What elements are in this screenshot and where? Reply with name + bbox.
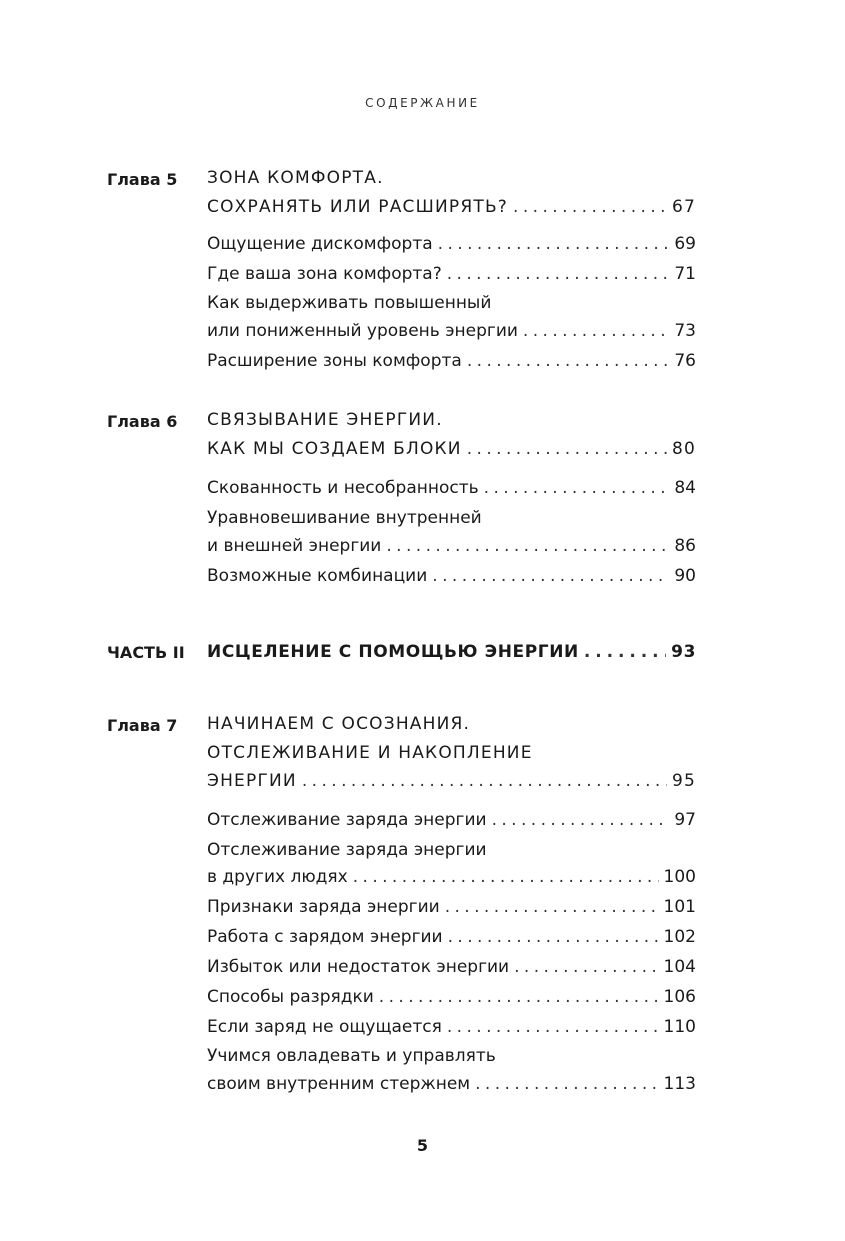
leader-dots — [467, 349, 670, 373]
toc-entry-line1[interactable] — [207, 836, 696, 862]
chapter-title-text: ЗОНА КОМФОРТА. — [207, 168, 384, 188]
running-head: СОДЕРЖАНИЕ — [365, 96, 480, 110]
entry-text: Признаки заряда энергии — [207, 897, 440, 917]
leader-dots — [492, 808, 670, 832]
toc-entry[interactable] — [207, 474, 696, 500]
entry-text: Где ваша зона комфорта? — [207, 264, 442, 284]
toc-entry[interactable] — [207, 893, 696, 919]
page-number: 106 — [663, 987, 696, 1007]
page-number: 73 — [674, 321, 696, 341]
toc-entry[interactable] — [207, 806, 696, 832]
part-title-text: ИСЦЕЛЕНИЕ С ПОМОЩЬЮ ЭНЕРГИИ — [207, 642, 579, 662]
page-number: 104 — [663, 957, 696, 977]
leader-dots — [445, 895, 659, 919]
toc-entry[interactable] — [207, 1070, 696, 1096]
toc-entry[interactable] — [207, 347, 696, 373]
entry-text: или пониженный уровень энергии — [207, 321, 518, 341]
toc-entry-line1[interactable] — [207, 504, 696, 530]
page-number: 95 — [671, 771, 696, 791]
chapter-title-text: СОХРАНЯТЬ ИЛИ РАСШИРЯТЬ? — [207, 197, 509, 217]
part-2-title[interactable] — [207, 638, 696, 664]
entry-text: Учимся овладевать и управлять — [207, 1046, 496, 1066]
entry-text: Отслеживание заряда энергии — [207, 810, 487, 830]
leader-dots — [448, 925, 659, 949]
chapter-7-title-line3[interactable] — [207, 767, 696, 793]
toc-entry[interactable] — [207, 953, 696, 979]
page-folio: 5 — [416, 1136, 429, 1155]
chapter-7-label: Глава 7 — [107, 716, 178, 735]
page-number: 84 — [674, 478, 696, 498]
entry-text: Как выдерживать повышенный — [207, 293, 492, 313]
entry-text: Ощущение дискомфорта — [207, 234, 433, 254]
page-number: 102 — [663, 927, 696, 947]
chapter-title-text: НАЧИНАЕМ С ОСОЗНАНИЯ. — [207, 714, 471, 734]
entry-text: Отслеживание заряда энергии — [207, 840, 487, 860]
chapter-title-text: ЭНЕРГИИ — [207, 771, 297, 791]
page-number: 101 — [663, 897, 696, 917]
part-2-label: ЧАСТЬ II — [107, 643, 185, 662]
leader-dots — [447, 262, 670, 286]
leader-dots — [584, 640, 666, 664]
entry-text: в других людях — [207, 867, 348, 887]
leader-dots — [475, 1072, 658, 1096]
page-number: 76 — [674, 351, 696, 371]
entry-text: Избыток или недостаток энергии — [207, 957, 510, 977]
leader-dots — [514, 955, 658, 979]
page-number: 67 — [671, 197, 696, 217]
leader-dots — [438, 232, 670, 256]
entry-text: Скованность и несобранность — [207, 478, 479, 498]
entry-text: Способы разрядки — [207, 987, 374, 1007]
chapter-5-title-line1[interactable] — [207, 164, 696, 190]
chapter-7-title-line2[interactable] — [207, 739, 696, 765]
leader-dots — [353, 865, 659, 889]
leader-dots — [379, 985, 659, 1009]
page-number: 90 — [674, 566, 696, 586]
toc-entry[interactable] — [207, 260, 696, 286]
entry-text: Работа с зарядом энергии — [207, 927, 443, 947]
toc-entry[interactable] — [207, 1013, 696, 1039]
page-number: 80 — [671, 439, 696, 459]
page-number: 93 — [671, 642, 696, 662]
chapter-6-label: Глава 6 — [107, 412, 178, 431]
toc-entry[interactable] — [207, 983, 696, 1009]
toc-entry[interactable] — [207, 562, 696, 588]
page-number: 100 — [663, 867, 696, 887]
toc-entry-line1[interactable] — [207, 289, 696, 315]
page-number: 97 — [674, 810, 696, 830]
leader-dots — [523, 319, 669, 343]
toc-entry[interactable] — [207, 923, 696, 949]
chapter-7-title-line1[interactable] — [207, 710, 696, 736]
leader-dots — [432, 564, 669, 588]
toc-entry[interactable] — [207, 317, 696, 343]
chapter-title-text: КАК МЫ СОЗДАЕМ БЛОКИ — [207, 439, 462, 459]
entry-text: Уравновешивание внутренней — [207, 508, 482, 528]
chapter-5-title-line2[interactable] — [207, 193, 696, 219]
chapter-title-text: ОТСЛЕЖИВАНИЕ И НАКОПЛЕНИЕ — [207, 743, 533, 763]
entry-text: своим внутренним стержнем — [207, 1074, 471, 1094]
chapter-5-label: Глава 5 — [107, 170, 178, 189]
toc-entry[interactable] — [207, 230, 696, 256]
toc-entry-line1[interactable] — [207, 1042, 696, 1068]
page-number: 86 — [674, 536, 696, 556]
page-number: 113 — [663, 1074, 696, 1094]
leader-dots — [467, 437, 667, 461]
leader-dots — [386, 534, 669, 558]
toc-entry[interactable] — [207, 532, 696, 558]
entry-text: и внешней энергии — [207, 536, 382, 556]
entry-text: Возможные комбинации — [207, 566, 428, 586]
chapter-title-text: СВЯЗЫВАНИЕ ЭНЕРГИИ. — [207, 410, 443, 430]
page-number: 71 — [674, 264, 696, 284]
page-number: 110 — [663, 1017, 696, 1037]
entry-text: Если заряд не ощущается — [207, 1017, 442, 1037]
entry-text: Расширение зоны комфорта — [207, 351, 462, 371]
toc-entry[interactable] — [207, 863, 696, 889]
leader-dots — [513, 195, 667, 219]
leader-dots — [484, 476, 670, 500]
leader-dots — [302, 769, 667, 793]
leader-dots — [447, 1015, 659, 1039]
chapter-6-title-line2[interactable] — [207, 435, 696, 461]
chapter-6-title-line1[interactable] — [207, 406, 696, 432]
page-number: 69 — [674, 234, 696, 254]
